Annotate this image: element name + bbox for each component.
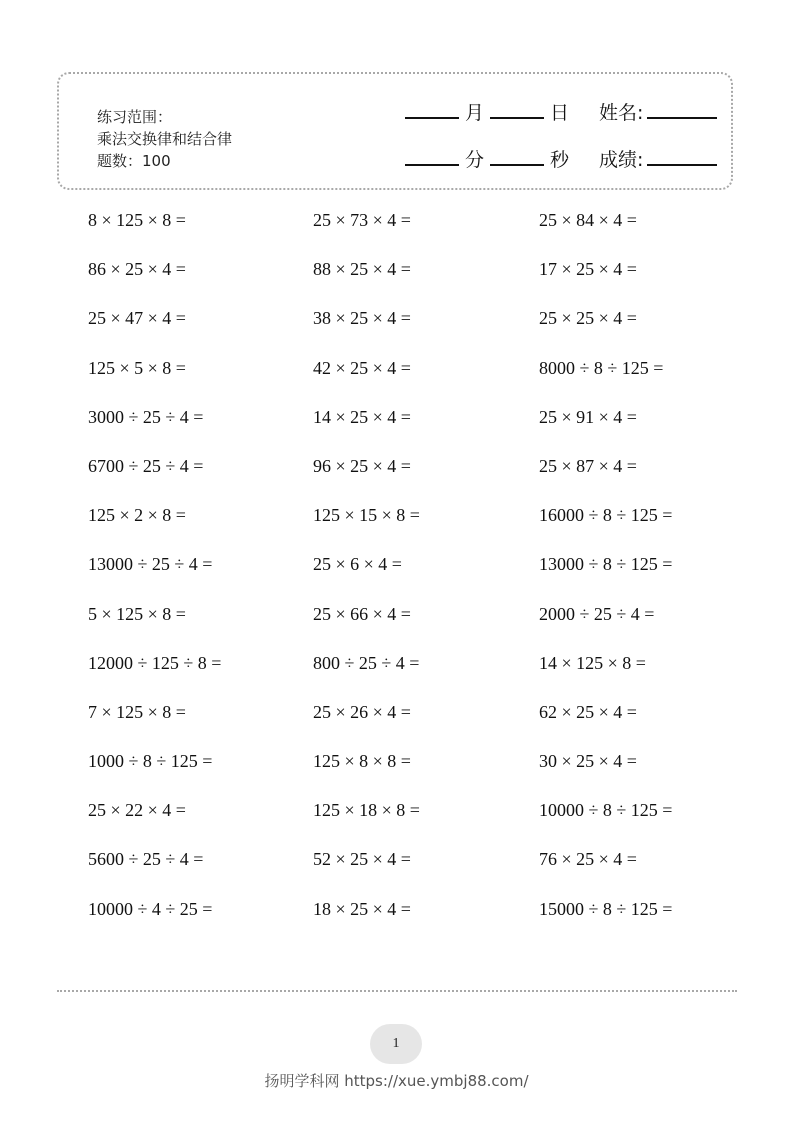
problem-item: 800 ÷ 25 ÷ 4 =	[313, 652, 420, 673]
problem-item: 3000 ÷ 25 ÷ 4 =	[88, 406, 204, 427]
student-fields	[405, 98, 715, 192]
problem-item: 8000 ÷ 8 ÷ 125 =	[539, 357, 664, 378]
problem-item: 16000 ÷ 8 ÷ 125 =	[539, 505, 673, 526]
problem-item: 6700 ÷ 25 ÷ 4 =	[88, 455, 204, 476]
problem-item: 12000 ÷ 125 ÷ 8 =	[88, 652, 222, 673]
problem-row	[88, 397, 738, 446]
problem-row	[88, 249, 738, 298]
problem-item: 38 × 25 × 4 =	[313, 308, 411, 329]
problem-item: 15000 ÷ 8 ÷ 125 =	[539, 898, 673, 919]
problem-item: 14 × 125 × 8 =	[539, 652, 646, 673]
score-label: 成绩:	[599, 149, 644, 171]
page-number: 1	[370, 1024, 422, 1064]
problem-row	[88, 298, 738, 347]
problem-item: 7 × 125 × 8 =	[88, 701, 186, 722]
day-blank[interactable]	[490, 99, 544, 119]
footer-divider	[57, 990, 737, 992]
problem-item: 25 × 47 × 4 =	[88, 308, 186, 329]
name-label: 姓名:	[599, 102, 644, 124]
problem-item: 25 × 6 × 4 =	[313, 554, 402, 575]
problem-row	[88, 594, 738, 643]
problem-item: 13000 ÷ 25 ÷ 4 =	[88, 554, 213, 575]
name-blank[interactable]	[647, 99, 717, 119]
day-label: 日	[550, 102, 570, 124]
time-score-row	[405, 145, 715, 192]
problem-item: 18 × 25 × 4 =	[313, 898, 411, 919]
problem-item: 25 × 91 × 4 =	[539, 406, 637, 427]
problem-item: 86 × 25 × 4 =	[88, 259, 186, 280]
problem-row	[88, 643, 738, 692]
problem-item: 17 × 25 × 4 =	[539, 259, 637, 280]
problem-row	[88, 200, 738, 249]
problem-item: 88 × 25 × 4 =	[313, 259, 411, 280]
second-label: 秒	[550, 149, 570, 171]
problem-item: 10000 ÷ 8 ÷ 125 =	[539, 800, 673, 821]
problem-row	[88, 495, 738, 544]
problem-item: 25 × 73 × 4 =	[313, 210, 411, 230]
range-label: 练习范围：	[97, 108, 173, 126]
minute-label: 分	[465, 149, 485, 171]
problem-grid	[88, 200, 738, 938]
problem-row	[88, 446, 738, 495]
problem-item: 25 × 87 × 4 =	[539, 455, 637, 476]
problem-item: 125 × 2 × 8 =	[88, 505, 186, 526]
problem-item: 2000 ÷ 25 ÷ 4 =	[539, 603, 655, 624]
problem-item: 25 × 25 × 4 =	[539, 308, 637, 329]
minute-blank[interactable]	[405, 146, 459, 166]
problem-row	[88, 889, 738, 938]
problem-item: 125 × 5 × 8 =	[88, 357, 186, 378]
problem-item: 8 × 125 × 8 =	[88, 210, 186, 230]
problem-item: 76 × 25 × 4 =	[539, 849, 637, 870]
month-label: 月	[465, 102, 485, 124]
second-blank[interactable]	[490, 146, 544, 166]
problem-item: 25 × 26 × 4 =	[313, 701, 411, 722]
score-blank[interactable]	[647, 146, 717, 166]
problem-item: 1000 ÷ 8 ÷ 125 =	[88, 751, 213, 772]
date-name-row	[405, 98, 715, 145]
problem-item: 125 × 8 × 8 =	[313, 751, 411, 772]
problem-row	[88, 348, 738, 397]
range-value: 乘法交换律和结合律	[97, 130, 233, 148]
exercise-info	[97, 106, 232, 172]
footer-site: 扬明学科网 https://xue.ymbj88.com/	[264, 1072, 529, 1090]
month-blank[interactable]	[405, 99, 459, 119]
problem-item: 5 × 125 × 8 =	[88, 603, 186, 624]
problem-item: 42 × 25 × 4 =	[313, 357, 411, 378]
problem-item: 62 × 25 × 4 =	[539, 701, 637, 722]
problem-row	[88, 692, 738, 741]
problem-item: 25 × 22 × 4 =	[88, 800, 186, 821]
worksheet-header	[57, 72, 733, 190]
problem-row	[88, 741, 738, 790]
problem-item: 30 × 25 × 4 =	[539, 751, 637, 772]
problem-item: 125 × 15 × 8 =	[313, 505, 420, 526]
problem-item: 25 × 84 × 4 =	[539, 210, 637, 230]
problem-row	[88, 544, 738, 593]
problem-item: 13000 ÷ 8 ÷ 125 =	[539, 554, 673, 575]
problem-item: 125 × 18 × 8 =	[313, 800, 420, 821]
problem-count: 题数：100	[97, 152, 171, 170]
problem-item: 96 × 25 × 4 =	[313, 455, 411, 476]
problem-item: 14 × 25 × 4 =	[313, 406, 411, 427]
problem-row	[88, 790, 738, 839]
problem-item: 25 × 66 × 4 =	[313, 603, 411, 624]
problem-item: 10000 ÷ 4 ÷ 25 =	[88, 898, 213, 919]
problem-item: 52 × 25 × 4 =	[313, 849, 411, 870]
problem-item: 5600 ÷ 25 ÷ 4 =	[88, 849, 204, 870]
problem-row	[88, 839, 738, 888]
